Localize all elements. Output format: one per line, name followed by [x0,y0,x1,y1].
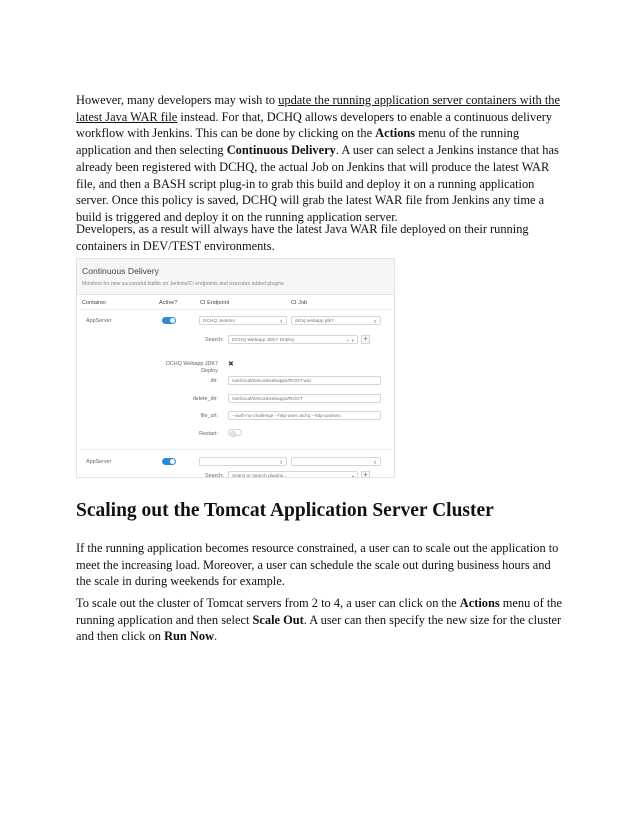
ci-job-select[interactable]: dchq webapp jdk7 ⇕ [291,316,381,325]
row-divider [80,449,391,450]
restart-label: Restart: [199,431,218,437]
scale-out-bold: Scale Out [252,612,304,627]
plugin-search-select-2[interactable]: Select or search plugins... ▾ [228,471,358,478]
updown-icon: ⇕ [373,319,377,324]
text-run: . A user can then specify the new size for the cluster and then click on [76,612,562,644]
text-run: menu of the running application and then select [76,596,562,627]
field-label-delete-dir: delete_dir: [192,396,218,402]
active-toggle-2[interactable] [162,458,176,465]
plugin-title: DCHQ Webapp JDK7 [165,361,218,367]
remove-plugin-icon[interactable]: ✖ [228,361,234,368]
panel-subtitle: Monitors for new successful builds on Jenkins/CI endpoints and executes added plugins [82,281,284,287]
updown-icon: ⇕ [373,460,377,465]
header-divider [80,309,391,310]
column-active: Active? [159,300,178,306]
panel-header [77,259,394,295]
panel-title: Continuous Delivery [82,266,159,276]
container-name: AppServer [86,318,112,324]
add-plugin-button-2[interactable]: + [361,471,370,478]
text-run: menu of the running application and then selecting [76,126,520,158]
intro-paragraph [76,92,568,226]
search-label: Search: [205,337,224,343]
continuous-delivery-screenshot [76,258,395,478]
field-input-file-url[interactable]: --auth-no-challenge --http-user=dchq --http-passwo [228,411,381,420]
column-ci-endpoint: CI Endpoint [200,300,230,306]
column-container: Container [82,300,107,306]
text-run: . [214,629,218,644]
actions-bold: Actions [375,126,416,141]
active-toggle[interactable] [162,317,176,324]
text-run: However, many developers may wish to [76,93,279,107]
field-input-delete-dir[interactable]: /usr/local/tomcat/webapps/ROOT [228,394,381,403]
text-run: . A user can select a Jenkins instance that has already been registered with DCHQ, the actual Job on Jenkins that will produce the latest WAR file, and then a BASH script plug-in to grab this build and deploy it on a running application server. Once this policy is saved, DCHQ will grab the latest WAR file from Jenkins any time a build is triggered and deploy it on the running application server. [76,143,559,224]
ci-endpoint-select[interactable]: DCHQ Jenkins ⇕ [199,316,287,325]
run-now-bold: Run Now [164,629,215,644]
chevron-down-icon: ▾ [351,338,354,343]
ci-job-select-2[interactable] [291,457,381,466]
plugin-search-select[interactable]: DCHQ Webapp JDK7 Deploy × ▾ [228,335,358,344]
result-paragraph: Developers, as a result will always have the latest Java WAR file deployed on their running containers in DEV/TEST environments. [76,222,529,253]
search-label-2: Search: [205,473,224,478]
close-icon: × [346,338,349,343]
field-label-file-url: file_url: [200,413,218,419]
scale-out-paragraph [76,595,568,645]
update-containers-link[interactable]: update the running application server containers with the latest Java WAR file [76,93,560,124]
plugin-title-line2: Deploy [201,368,218,374]
section-heading: Scaling out the Tomcat Application Server Cluster [76,500,494,521]
actions-bold: Actions [459,596,500,610]
updown-icon: ⇕ [279,460,283,465]
container-name-2: AppServer [86,459,112,465]
chevron-down-icon: ▾ [351,474,354,478]
column-ci-job: CI Job [291,300,308,306]
text-run: instead. For that, DCHQ allows developers to enable a continuous delivery workflow with Jenkins. This can be done by clicking on the [76,109,553,141]
updown-icon: ⇕ [279,319,283,324]
add-plugin-button[interactable]: + [361,335,370,344]
scaling-paragraph: If the running application becomes resource constrained, a user can to scale out the application to meet the increasing load. Moreover, a user can schedule the scale out during business hours and the scale in during weekends for example. [76,541,559,589]
continuous-delivery-bold: Continuous Delivery [226,143,336,158]
text-run: To scale out the cluster of Tomcat servers from 2 to 4, a user can click on the [76,596,460,610]
field-label-dir: dir: [210,378,218,384]
ci-endpoint-select-2[interactable] [199,457,287,466]
restart-toggle[interactable] [228,429,242,436]
field-input-dir[interactable]: /usr/local/tomcat/webapps/ROOT.war [228,376,381,385]
